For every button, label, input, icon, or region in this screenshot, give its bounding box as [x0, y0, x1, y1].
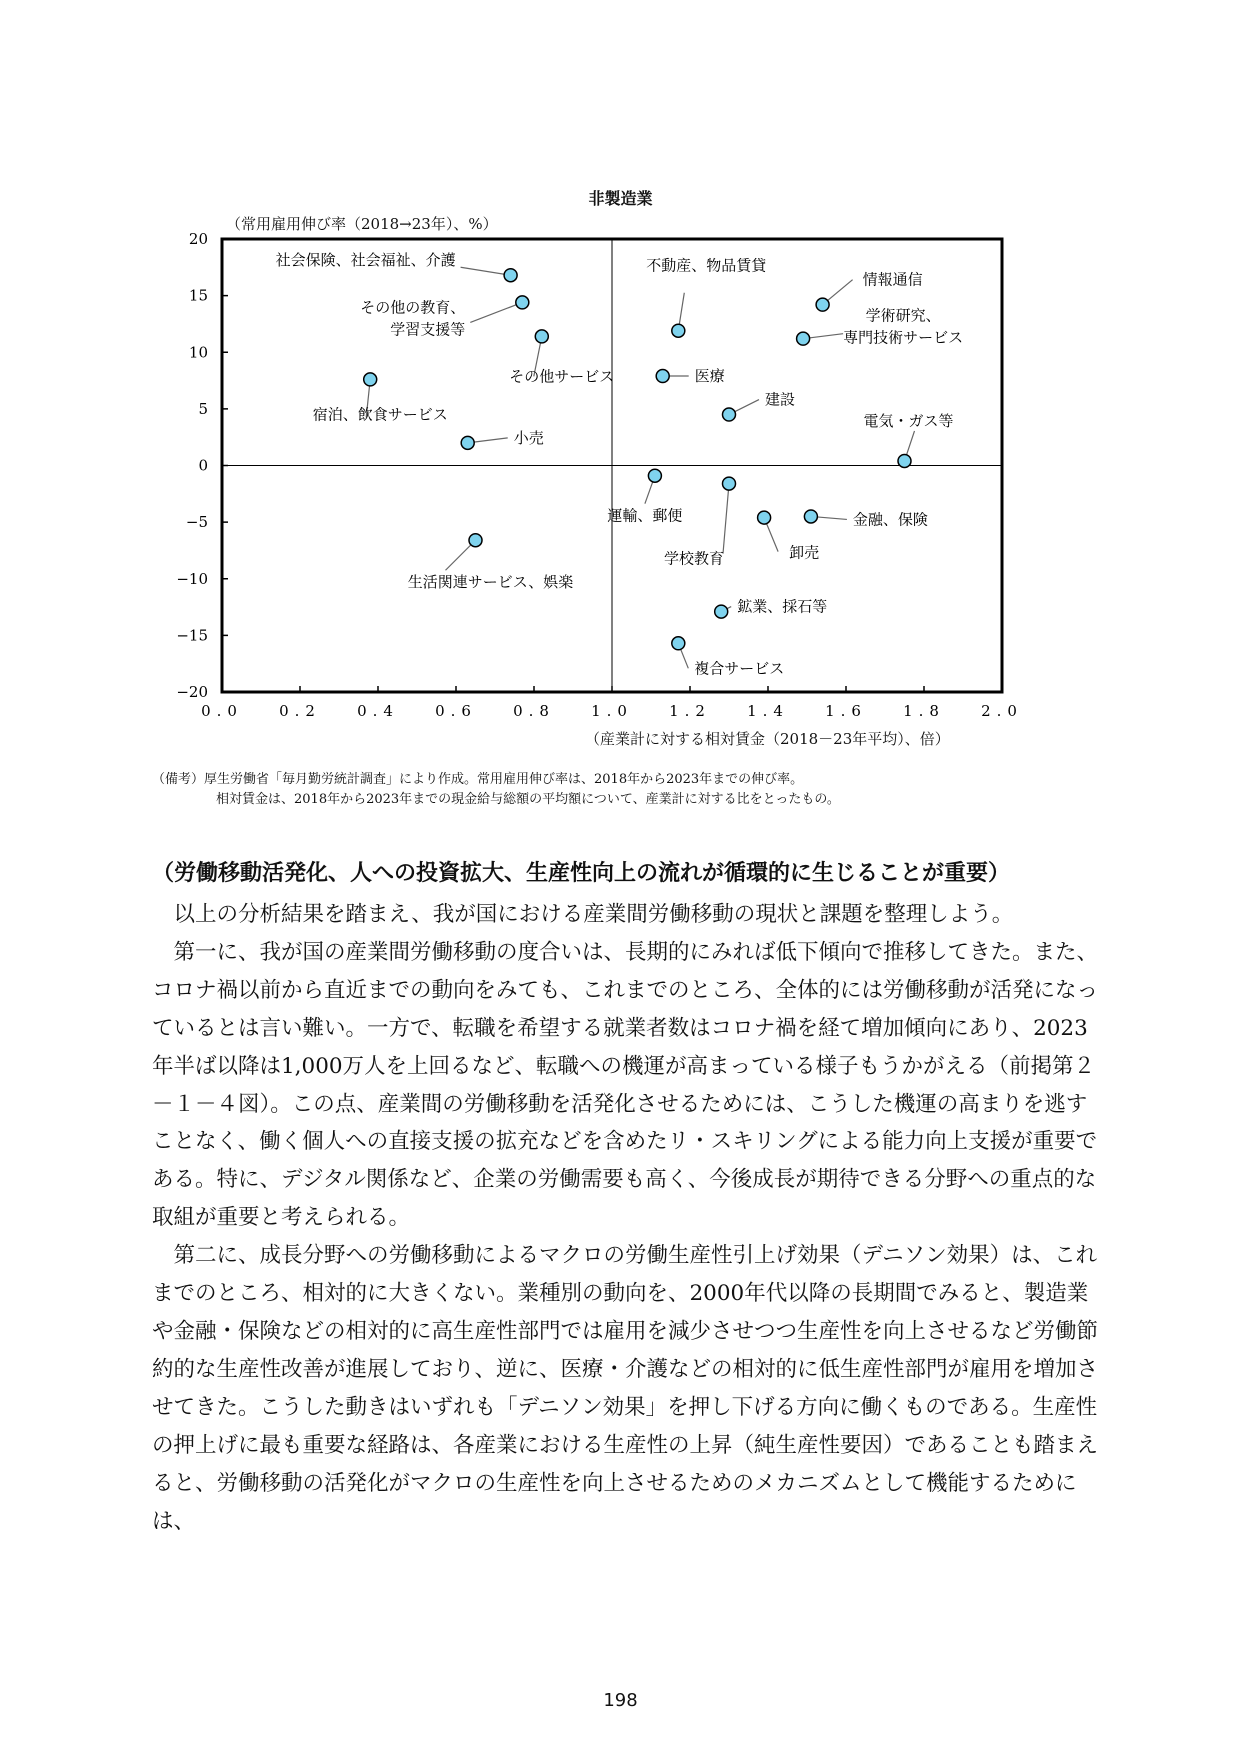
leader-line	[470, 302, 522, 322]
x-tick-label: 2.0	[981, 702, 1023, 720]
y-tick-label: −5	[185, 513, 208, 532]
notes-line-1: （備考）厚生労働省「毎月勤労統計調査」により作成。常用雇用伸び率は、2018年から2023年までの伸び率。	[152, 772, 804, 787]
data-point	[723, 408, 736, 421]
data-point	[504, 269, 517, 282]
x-tick-label: 0.6	[435, 702, 477, 720]
y-axis-title: （常用雇用伸び率（2018→23年）、%）	[226, 215, 498, 233]
point-label: 運輸、郵便	[607, 506, 683, 525]
point-label: 生活関連サービス、娯楽	[407, 573, 574, 592]
point-label: 不動産、物品賃貸	[646, 256, 767, 275]
y-tick-label: −15	[176, 626, 208, 645]
x-tick-label: 0.0	[201, 702, 243, 720]
notes-line-2: 相対賃金は、2018年から2023年までの現金給与総額の平均額について、産業計に対する比をとったもの。	[216, 792, 840, 807]
y-tick-label: 5	[198, 399, 208, 418]
y-tick-label: 0	[198, 456, 208, 475]
data-point	[648, 469, 661, 482]
data-point	[715, 605, 728, 618]
y-tick-label: 10	[188, 343, 208, 362]
point-label: 宿泊、飲食サービス	[312, 405, 448, 424]
point-label: 複合サービス	[694, 659, 785, 678]
point-label: 建設	[765, 390, 796, 409]
data-point	[804, 510, 817, 523]
point-label: 情報通信	[862, 270, 923, 289]
paragraph: 第二に、成長分野への労働移動によるマクロの労働生産性引上げ効果（デニソン効果）は、これまでのところ、相対的に大きくない。業種別の動向を、2000年代以降の長期間でみると、製造業や金融・保険などの相対的に高生産性部門では雇用を減少させつつ生産性を向上させるなど労働節約的な生産性改善が進展しており、逆に、医療・介護などの相対的に低生産性部門が雇用を増加させてきた。こうした動きはいずれも「デニソン効果」を押し下げる方向に働くものである。生産性の押上げに最も重要な経路は、各産業における生産性の上昇（純生産性要因）であることも踏まえると、労働移動の活発化がマクロの生産性を向上させるためのメカニズムとして機能するためには、	[152, 1243, 1099, 1534]
point-label: 卸売	[789, 543, 820, 562]
x-tick-label: 1.2	[669, 702, 711, 720]
data-point	[758, 511, 771, 524]
data-point	[816, 298, 829, 311]
x-axis-title: （産業計に対する相対賃金（2018－23年平均）、倍）	[585, 730, 950, 748]
data-point	[461, 436, 474, 449]
data-point	[898, 454, 911, 467]
point-label: その他の教育、学習支援等	[360, 298, 466, 339]
point-label: 小売	[513, 428, 544, 447]
point-label: 金融、保険	[852, 510, 928, 529]
page-number: 198	[603, 1690, 638, 1711]
x-tick-label: 0.8	[513, 702, 555, 720]
x-tick-label: 1.6	[825, 702, 867, 720]
scatter-chart	[0, 0, 1241, 790]
chart-notes	[152, 770, 840, 810]
x-tick-label: 0.4	[357, 702, 399, 720]
section-heading: （労働移動活発化、人への投資拡大、生産性向上の流れが循環的に生じることが重要）	[152, 861, 1011, 886]
point-label: 鉱業、採石等	[737, 597, 828, 616]
data-point	[535, 330, 548, 343]
y-tick-label: 20	[188, 230, 208, 248]
data-point	[723, 477, 736, 490]
data-point	[516, 296, 529, 309]
point-label: その他サービス	[509, 367, 615, 386]
leader-line	[723, 484, 729, 554]
paragraph: 第一に、我が国の産業間労働移動の度合いは、長期的にみれば低下傾向で推移してきた。また、コロナ禍以前から直近までの動向をみても、これまでのところ、全体的には労働移動が活発になっているとは言い難い。一方で、転職を希望する就業者数はコロナ禍を経て増加傾向にあり、2023年半ば以降は1,000万人を上回るなど、転職への機運が高まっている様子もうかがえる（前掲第２－１－４図）。この点、産業間の労働移動を活発化させるためには、こうした機運の高まりを逃すことなく、働く個人への直接支援の拡充などを含めたリ・スキリングによる能力向上支援が重要である。特に、デジタル関係など、企業の労働需要も高く、今後成長が期待できる分野への重点的な取組が重要と考えられる。	[152, 939, 1099, 1231]
x-tick-label: 0.2	[279, 702, 321, 720]
point-label: 医療	[694, 367, 725, 386]
chart-title: 非製造業	[588, 189, 653, 208]
point-label: 学校教育	[663, 549, 725, 568]
leader-line	[461, 267, 511, 275]
y-tick-label: 15	[188, 286, 208, 305]
data-point	[672, 324, 685, 337]
y-tick-label: −10	[176, 569, 208, 588]
paragraph: 以上の分析結果を踏まえ、我が国における産業間労働移動の現状と課題を整理しよう。	[173, 902, 1014, 927]
data-point	[656, 370, 669, 383]
point-label: 学術研究、専門技術サービス	[843, 306, 964, 347]
chart-plot-area	[0, 0, 1241, 790]
x-tick-label: 1.8	[903, 702, 945, 720]
x-tick-label: 1.0	[591, 702, 633, 720]
data-point	[364, 373, 377, 386]
point-label: 電気・ガス等	[863, 411, 954, 430]
point-label: 社会保険、社会福祉、介護	[275, 251, 456, 270]
data-point	[469, 534, 482, 547]
data-point	[797, 332, 810, 345]
y-tick-label: −20	[176, 683, 208, 701]
body-text	[152, 896, 1102, 1540]
x-tick-label: 1.4	[747, 702, 789, 720]
data-point	[672, 637, 685, 650]
